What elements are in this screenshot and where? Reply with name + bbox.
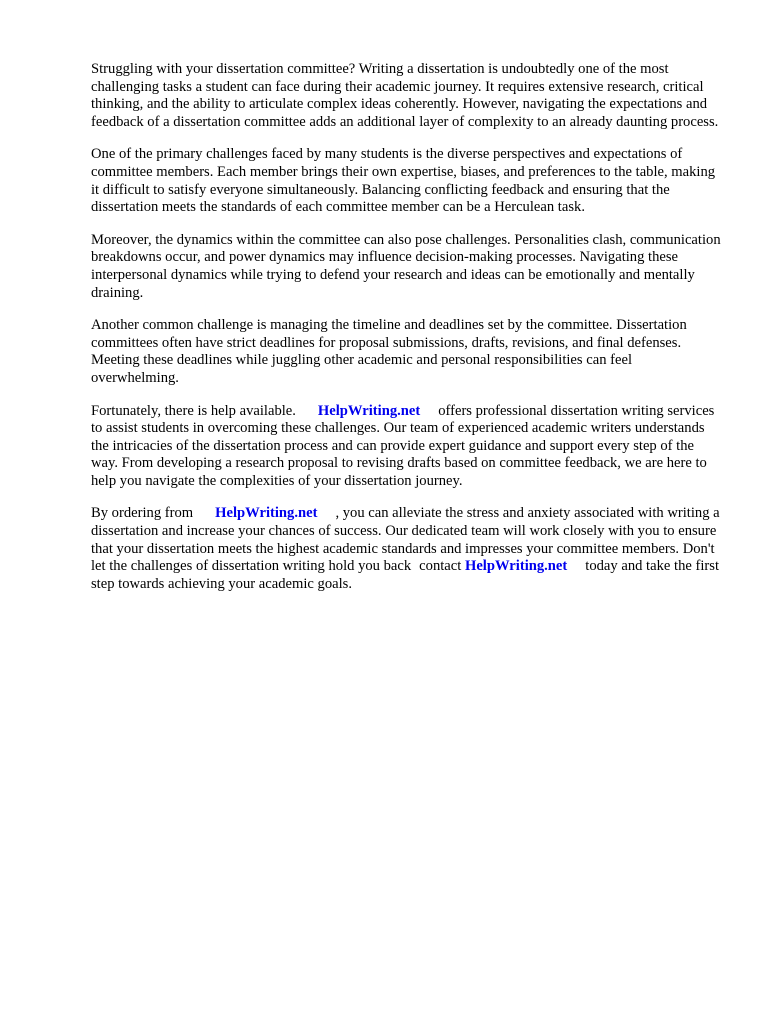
paragraph-5-body: offers professional dissertation writing services to assist students in overcoming these challenges. Our team of experienced academic writers understands the intricacies of the dissertation process and can provide expert guidance and support every step of the way. From developing a research proposal to revising drafts based on committee feedback, we are here to help you navigate the complexities of your dissertation journey. (91, 402, 715, 489)
paragraph-3: Moreover, the dynamics within the committee can also pose challenges. Personalities clash, communication breakdowns occur, and power dynamics may influence decision-making processes. Navigating these interpersonal dynamics while trying to defend your research and ideas can be emotionally and mentally draining. (91, 231, 721, 301)
paragraph-6-body: , you can alleviate the stress and anxiety associated with writing a dissertation and increase your chances of success. Our dedicated team will work closely with you to ensure that your dissertation meets the highest academic standards and impresses your committee members. Don't let the challenges of dissertation writing hold you back (91, 505, 720, 575)
paragraph-2: One of the primary challenges faced by many students is the diverse perspectives and expectations of committee members. Each member brings their own expertise, biases, and preferences to the table, making it difficult to satisfy everyone simultaneously. Balancing conflicting feedback and ensuring that the dissertation meets the standards of each committee member can be a Herculean task. (91, 146, 716, 216)
paragraph-1: Struggling with your dissertation committee? Writing a dissertation is undoubtedly one of the most challenging tasks a student can face during their academic journey. It requires extensive research, critical thinking, and the ability to articulate complex ideas coherently. However, navigating the expectations and feedback of a dissertation committee adds an additional layer of complexity to an already daunting process. (91, 61, 719, 130)
contact-text: contact (419, 558, 462, 575)
paragraph-5 (91, 403, 721, 491)
paragraph-4: Another common challenge is managing the timeline and deadlines set by the committee. Dissertation committees often have strict deadlines for proposal submissions, drafts, revisions, and final defenses. Meeting these deadlines while juggling other academic and personal responsibilities can feel overwhelming. (91, 317, 687, 386)
paragraph-6-intro: By ordering from (91, 505, 194, 522)
helpwriting-link[interactable]: HelpWriting.net (215, 505, 318, 522)
helpwriting-link[interactable]: HelpWriting.net (464, 558, 568, 575)
paragraph-6-closing: today and take the first step towards achieving your academic goals. (91, 558, 719, 592)
paragraph-5-intro: Fortunately, there is help available. (91, 402, 296, 419)
paragraph-6 (91, 505, 721, 593)
document-body (91, 61, 721, 608)
helpwriting-link[interactable]: HelpWriting.net (317, 402, 421, 419)
